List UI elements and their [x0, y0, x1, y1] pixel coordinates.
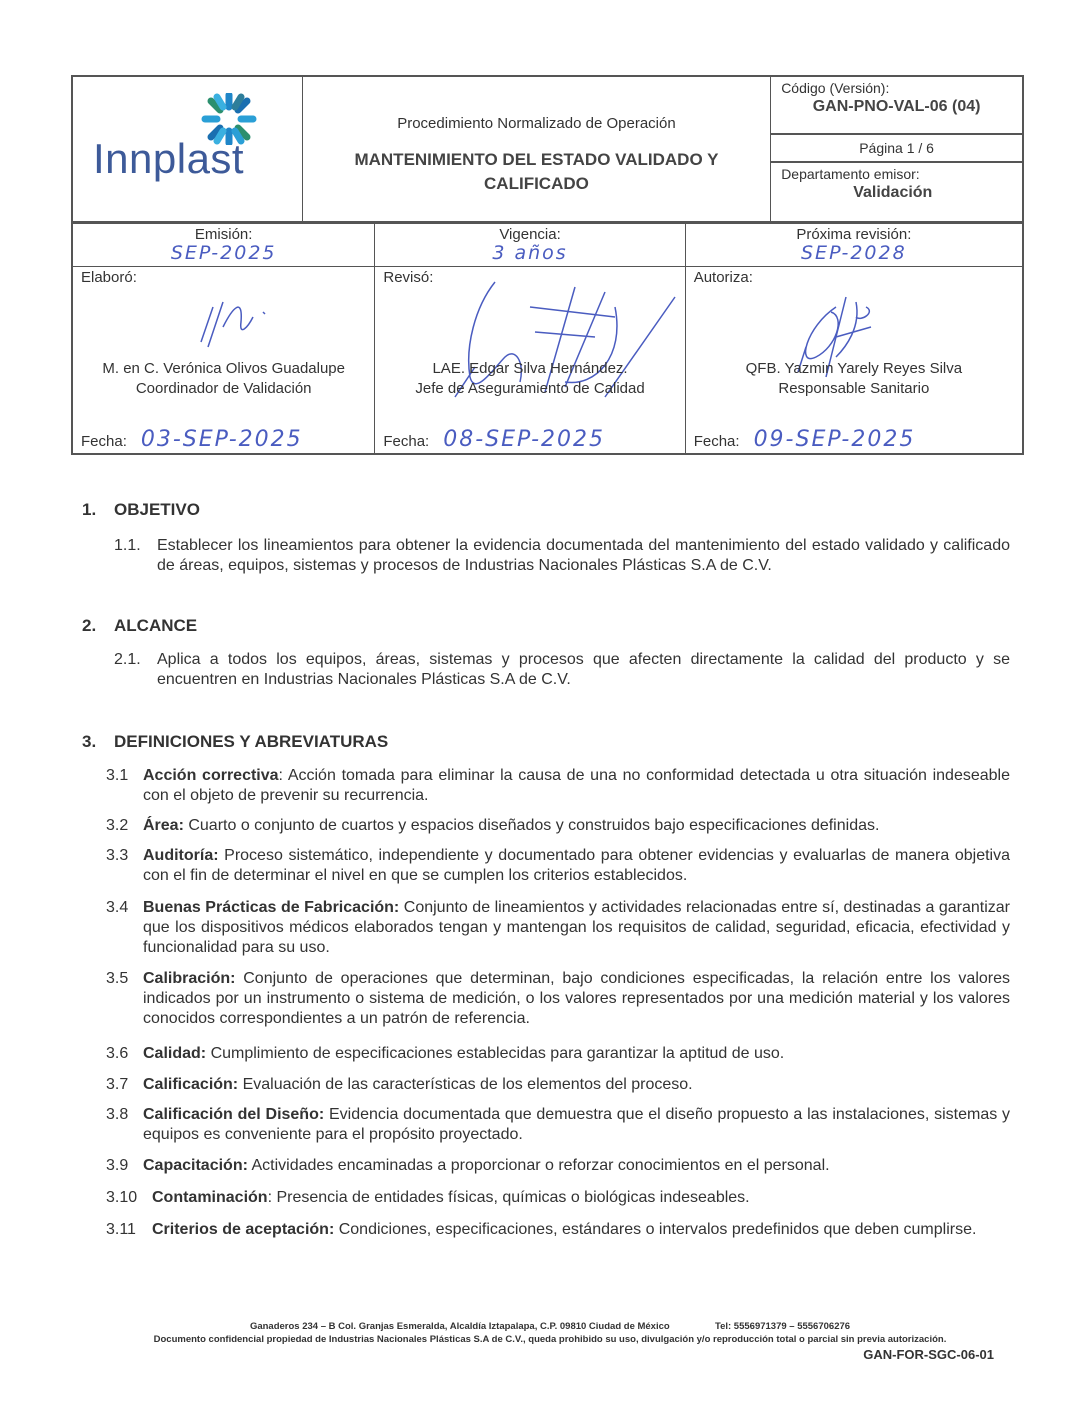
- definition-item: [106, 1105, 1010, 1145]
- section-title: DEFINICIONES Y ABREVIATURAS: [114, 732, 389, 751]
- definition-text: [152, 1220, 1010, 1240]
- elaboro-date-label: Fecha:: [81, 433, 127, 450]
- procedure-type: Procedimiento Normalizado de Operación: [397, 115, 676, 132]
- document-title-line2: CALIFICADO: [484, 174, 589, 193]
- definition-number: 3.10: [106, 1189, 138, 1206]
- definition-item: [106, 816, 1010, 836]
- section-number: 2.: [82, 616, 97, 635]
- elaboro-name: M. en C. Verónica Olivos Guadalupe: [102, 360, 345, 377]
- approval-table: [71, 222, 1024, 455]
- definition-item: [106, 898, 1010, 958]
- section-objetivo-heading: [82, 500, 200, 520]
- definition-text: [152, 1188, 1010, 1208]
- code-label: Código (Versión):: [781, 80, 890, 96]
- definition-body: Cumplimiento de especificaciones establecidas para garantizar la aptitud de uso.: [206, 1045, 785, 1062]
- emision-label: Emisión:: [194, 226, 253, 243]
- definition-text: [143, 846, 1010, 886]
- document-title-line1: MANTENIMIENTO DEL ESTADO VALIDADO Y: [354, 150, 719, 169]
- definition-term: Buenas Prácticas de Fabricación:: [143, 899, 400, 916]
- definition-number: 3.3: [106, 847, 129, 864]
- definition-item: [106, 1156, 1010, 1176]
- autoriza-date: [693, 427, 916, 452]
- autoriza-date-label: Fecha:: [693, 433, 740, 450]
- definition-item: [106, 1044, 1010, 1064]
- definition-number: 3.5: [106, 970, 129, 987]
- section-title: OBJETIVO: [114, 500, 200, 519]
- footer-form-code: GAN-FOR-SGC-06-01: [863, 1347, 994, 1362]
- definition-text: [143, 1075, 1010, 1095]
- page-footer: [100, 1320, 1000, 1361]
- elaboro-date: [81, 427, 303, 452]
- autoriza-name: QFB. Yazmin Yarely Reyes Silva: [745, 360, 963, 377]
- definition-item: [106, 1220, 1010, 1240]
- definition-body: Acción tomada para eliminar la causa de una no conformidad detectada u otra situación indeseable con el objeto de prevenir su recurrencia.: [143, 767, 1010, 804]
- definition-number: 3.8: [106, 1106, 129, 1123]
- definition-body: Presencia de entidades físicas, químicas o biológicas indeseables.: [272, 1189, 750, 1206]
- definition-text: [143, 766, 1010, 806]
- definition-body: Evaluación de las características de los elementos del proceso.: [238, 1076, 693, 1093]
- definition-term: Calificación:: [143, 1076, 239, 1093]
- definition-separator: :: [278, 767, 283, 784]
- reviso-label: Revisó:: [383, 269, 434, 286]
- definition-term: Acción correctiva: [143, 767, 279, 784]
- definition-term: Capacitación:: [143, 1157, 248, 1174]
- definition-number: 3.1: [106, 767, 129, 784]
- emision-cell: [72, 223, 375, 267]
- document-title: [303, 148, 770, 196]
- definition-item: [106, 846, 1010, 886]
- definition-term: Criterios de aceptación:: [152, 1221, 335, 1238]
- section-title: ALCANCE: [114, 616, 198, 635]
- definition-text: [143, 969, 1010, 1029]
- definition-number: 3.6: [106, 1045, 129, 1062]
- reviso-cell: [375, 267, 685, 455]
- logo-cell: [72, 76, 302, 222]
- proxima-revision-label: Próxima revisión:: [796, 226, 912, 243]
- emision-value: SEP-2025: [170, 242, 277, 264]
- definition-text: [143, 1105, 1010, 1145]
- title-cell: [302, 76, 770, 222]
- footer-phone: Tel: 5556971379 – 5556706276: [714, 1321, 851, 1332]
- section-alcance-heading: [82, 616, 197, 636]
- definition-text: [143, 1044, 1010, 1064]
- autoriza-date-value: 09-SEP-2025: [753, 427, 916, 452]
- item-number: 1.1.: [114, 537, 141, 554]
- elaboro-person: [73, 359, 374, 399]
- definition-term: Calificación del Diseño:: [143, 1106, 325, 1123]
- reviso-person: [375, 359, 684, 399]
- reviso-role: Jefe de Aseguramiento de Calidad: [415, 380, 645, 397]
- definition-number: 3.2: [106, 817, 129, 834]
- definition-term: Calibración:: [143, 970, 236, 987]
- definition-body: Condiciones, especificaciones, estándares o intervalos predefinidos que deben cumplirse.: [334, 1221, 977, 1238]
- definition-body: Cuarto o conjunto de cuartos y espacios diseñados y construidos bajo especificaciones definidas.: [183, 817, 880, 834]
- list-item: [114, 650, 1010, 690]
- section-number: 1.: [82, 500, 97, 519]
- autoriza-role: Responsable Sanitario: [778, 380, 930, 397]
- definition-item: [106, 969, 1010, 1029]
- elaboro-cell: [72, 267, 375, 455]
- elaboro-role: Coordinador de Validación: [135, 380, 312, 397]
- item-text: Aplica a todos los equipos, áreas, sistemas y procesos que afecten directamente la calidad del producto y se encuentren en Industrias Nacionales Plásticas S.A de C.V.: [157, 651, 1010, 688]
- definition-separator: :: [267, 1189, 273, 1206]
- proxima-revision-cell: [685, 223, 1023, 267]
- definition-number: 3.9: [106, 1157, 129, 1174]
- dept-value: Validación: [853, 184, 933, 201]
- definition-number: 3.11: [106, 1221, 136, 1238]
- document-header: [71, 75, 1024, 223]
- page-number: Página 1 / 6: [771, 135, 1022, 163]
- section-number: 3.: [82, 732, 97, 751]
- document-code: [771, 77, 1022, 135]
- vigencia-value: 3 años: [492, 242, 568, 264]
- reviso-date-value: 08-SEP-2025: [443, 427, 606, 452]
- definition-body: Proceso sistemático, independiente y documentado para obtener evidencias y evaluarlas de manera objetiva con el fin de determinar el nivel en que se cumplen los criterios establecidos.: [143, 847, 1010, 884]
- elaboro-date-value: 03-SEP-2025: [140, 427, 303, 452]
- definition-item: [106, 1075, 1010, 1095]
- elaboro-label: Elaboró:: [81, 269, 137, 286]
- autoriza-person: [686, 359, 1022, 399]
- list-item: [114, 536, 1010, 576]
- item-text: Establecer los lineamientos para obtener la evidencia documentada del mantenimiento del estado validado y calificado de áreas, equipos, sistemas y procesos de Industrias Nacionales Plásticas S.A de C.V.: [157, 537, 1010, 574]
- definition-number: 3.7: [106, 1076, 129, 1093]
- proxima-revision-value: SEP-2028: [801, 242, 907, 264]
- reviso-date-label: Fecha:: [383, 433, 430, 450]
- company-logo-text: Innplast: [93, 135, 245, 182]
- definition-text: [143, 1156, 1010, 1176]
- definition-item: [106, 766, 1010, 806]
- dept-label: Departamento emisor:: [781, 166, 920, 182]
- footer-confidential: Documento confidencial propiedad de Industrias Nacionales Plásticas S.A de C.V., queda prohibido su uso, divulgación y/o reproducción total o parcial sin previa autorización.: [153, 1334, 947, 1345]
- definition-number: 3.4: [106, 899, 129, 916]
- autoriza-label: Autoriza:: [693, 269, 753, 286]
- definition-term: Área:: [143, 817, 184, 834]
- vigencia-label: Vigencia:: [499, 226, 561, 243]
- signature-elaboro-icon: [73, 267, 373, 367]
- meta-cell: [771, 76, 1023, 222]
- issuing-department: [771, 163, 1022, 205]
- definition-term: Calidad:: [143, 1045, 207, 1062]
- definition-item: [106, 1188, 1010, 1208]
- definition-body: Actividades encaminadas a proporcionar o reforzar conocimientos en el personal.: [247, 1157, 830, 1174]
- definition-body: Evidencia documentada que demuestra que el diseño propuesto a las instalaciones, sistemas y equipos es conveniente para el propósito proyectado.: [143, 1106, 1011, 1143]
- definition-term: Auditoría:: [143, 847, 219, 864]
- reviso-date: [383, 427, 606, 452]
- definition-text: [143, 816, 1010, 836]
- code-value: GAN-PNO-VAL-06 (04): [812, 98, 981, 115]
- section-definiciones-heading: [82, 732, 388, 752]
- reviso-name: LAE. Edgar Silva Hernández.: [432, 360, 628, 377]
- autoriza-cell: [685, 267, 1023, 455]
- footer-address-line: [100, 1320, 1000, 1333]
- definition-text: [143, 898, 1010, 958]
- definition-body: Conjunto de lineamientos y actividades relacionadas entre sí, destinadas a garantizar que los dispositivos médicos elaborados tengan y mantengan los requisitos de calidad, seguridad, eficacia, efectividad y funcionalidad para su uso.: [143, 899, 1010, 956]
- vigencia-cell: [375, 223, 685, 267]
- definition-term: Contaminación: [152, 1189, 268, 1206]
- item-number: 2.1.: [114, 651, 141, 668]
- footer-address: Ganaderos 234 – B Col. Granjas Esmeralda, Alcaldía Iztapalapa, C.P. 09810 Ciudad de México: [249, 1321, 670, 1332]
- definition-body: Conjunto de operaciones que determinan, bajo condiciones especificadas, la relación entre los valores indicados por un instrumento o sistema de medición, o los valores representados por una medición material y los valores conocidos correspondientes a un patrón de referencia.: [143, 970, 1010, 1027]
